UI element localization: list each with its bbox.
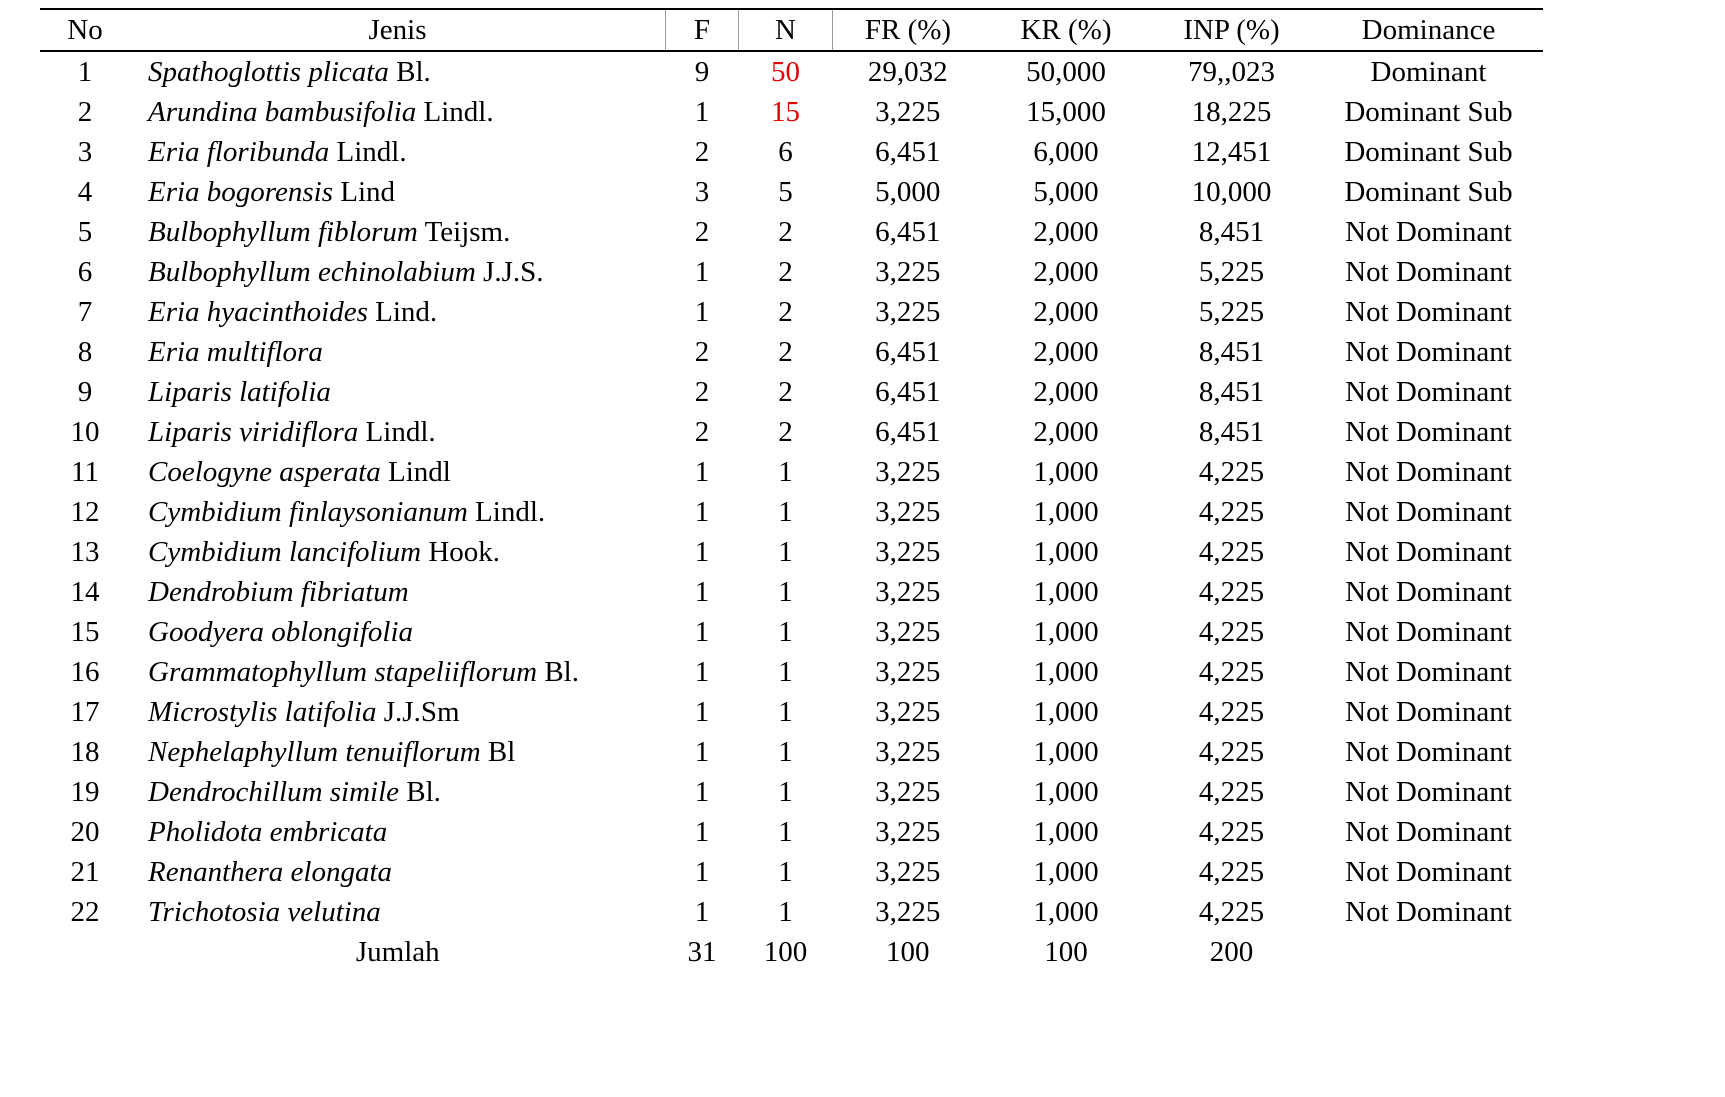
relative-frequency-value: 3,225 [875,615,941,648]
dominance-status: Not Dominant [1345,695,1512,728]
relative-density-value: 2,000 [1033,255,1099,288]
column-header-no: No [40,9,130,51]
row-number: 22 [70,895,100,928]
count-value: 1 [778,655,793,688]
count-value: 1 [778,455,793,488]
species-name-cell [130,572,666,612]
relative-frequency-value: 3,225 [875,695,941,728]
species-name-cell [130,892,666,932]
species-author: Teijsm. [424,215,511,248]
frequency-value: 1 [694,495,710,528]
table-row [40,572,1543,612]
relative-frequency-value: 3,225 [875,895,941,928]
species-name-cell [130,732,666,772]
count-value: 1 [778,695,793,728]
species-author: Lindl [388,455,451,488]
row-number: 19 [70,775,100,808]
importance-value: 18,225 [1191,95,1272,128]
relative-frequency-value: 3,225 [875,295,941,328]
relative-density-value: 1,000 [1033,615,1099,648]
species-name-cell [130,172,666,212]
importance-value: 79,,023 [1188,55,1275,88]
count-value: 1 [778,575,793,608]
table-row [40,772,1543,812]
species-scientific-name: Liparis viridiflora [148,415,359,448]
species-scientific-name: Coelogyne asperata [148,455,381,488]
relative-density-value: 1,000 [1033,495,1099,528]
relative-density-value: 15,000 [1026,95,1106,128]
table-row [40,172,1543,212]
table-row [40,612,1543,652]
species-name-cell [130,692,666,732]
importance-value: 4,225 [1198,775,1265,808]
totals-dominance-empty [1314,932,1543,972]
row-number: 4 [77,175,93,208]
importance-value: 4,225 [1198,855,1265,888]
relative-density-value: 6,000 [1033,135,1099,168]
relative-density-value: 1,000 [1033,655,1099,688]
relative-density-value: 50,000 [1026,55,1106,88]
dominance-status: Not Dominant [1345,455,1512,488]
relative-frequency-value: 3,225 [875,775,941,808]
species-name-cell [130,492,666,532]
totals-empty [40,932,130,972]
frequency-value: 9 [694,55,710,88]
row-number: 10 [70,415,100,448]
count-value: 5 [778,175,793,208]
dominance-status: Dominant Sub [1344,135,1513,168]
row-number: 1 [77,55,93,88]
count-value: 1 [778,775,793,808]
frequency-value: 1 [694,95,710,128]
table-row [40,92,1543,132]
totals-row [40,932,1543,972]
importance-value: 4,225 [1198,895,1265,928]
relative-frequency-value: 3,225 [875,495,941,528]
dominance-status: Not Dominant [1345,335,1512,368]
table-row [40,492,1543,532]
relative-density-value: 1,000 [1033,735,1099,768]
species-scientific-name: Dendrochillum simile [148,775,400,808]
frequency-value: 2 [694,415,710,448]
species-name-cell [130,132,666,172]
table-row [40,852,1543,892]
table-row [40,412,1543,452]
table-row [40,692,1543,732]
dominance-status: Not Dominant [1345,895,1512,928]
table-header [40,9,1543,51]
count-value: 2 [778,215,793,248]
column-header-dominance: Dominance [1314,9,1543,51]
relative-density-value: 1,000 [1033,455,1099,488]
relative-density-value: 1,000 [1033,535,1099,568]
relative-frequency-value: 3,225 [875,455,941,488]
frequency-value: 1 [694,535,710,568]
count-value: 1 [778,815,793,848]
column-header-n: N [739,9,833,51]
species-author: Lindl. [423,95,494,128]
column-header-kr: KR (%) [983,9,1149,51]
count-value: 1 [778,895,793,928]
dominance-status: Dominant Sub [1344,175,1513,208]
table-row [40,892,1543,932]
frequency-value: 1 [694,735,710,768]
dominance-status: Not Dominant [1345,535,1512,568]
column-header-jenis: Jenis [130,9,666,51]
species-name-cell [130,252,666,292]
species-scientific-name: Spathoglottis plicata [148,55,389,88]
relative-frequency-value: 3,225 [875,735,941,768]
species-scientific-name: Dendrobium fibriatum [148,575,409,608]
importance-value: 4,225 [1198,455,1265,488]
frequency-value: 2 [694,335,710,368]
table-row [40,732,1543,772]
species-scientific-name: Arundina bambusifolia [148,95,417,128]
species-author: J.J.Sm [383,695,460,728]
species-scientific-name: Cymbidium finlaysonianum [148,495,468,528]
row-number: 6 [77,255,93,288]
dominance-status: Not Dominant [1345,655,1512,688]
totals-relative-density: 100 [1044,935,1088,968]
species-scientific-name: Nephelaphyllum tenuiflorum [148,735,481,768]
importance-value: 10,000 [1191,175,1272,208]
row-number: 15 [70,615,100,648]
table-body [40,51,1543,972]
species-author: Lindl. [475,495,546,528]
dominance-status: Not Dominant [1345,375,1512,408]
table-row [40,292,1543,332]
count-value: 1 [778,495,793,528]
dominance-status: Dominant [1370,55,1487,88]
dominance-status: Dominant Sub [1344,95,1513,128]
species-name-cell [130,372,666,412]
frequency-value: 3 [694,175,710,208]
row-number: 11 [71,455,99,488]
dominance-status: Not Dominant [1345,615,1512,648]
row-number: 14 [70,575,100,608]
dominance-status: Not Dominant [1345,255,1512,288]
species-scientific-name: Eria floribunda [148,135,330,168]
row-number: 5 [77,215,93,248]
relative-density-value: 1,000 [1033,695,1099,728]
frequency-value: 1 [694,575,710,608]
row-number: 7 [77,295,93,328]
importance-value: 4,225 [1198,495,1265,528]
count-value: 2 [778,335,793,368]
species-scientific-name: Eria hyacinthoides [148,295,368,328]
species-name-cell [130,812,666,852]
species-scientific-name: Pholidota embricata [148,815,388,848]
importance-value: 5,225 [1198,295,1265,328]
frequency-value: 2 [694,215,710,248]
row-number: 3 [77,135,93,168]
species-scientific-name: Eria multiflora [148,335,323,368]
count-value: 2 [778,255,793,288]
relative-frequency-value: 3,225 [875,255,941,288]
species-name-cell [130,452,666,492]
row-number: 9 [77,375,93,408]
relative-frequency-value: 6,451 [875,415,941,448]
count-value: 2 [778,295,793,328]
relative-frequency-value: 6,451 [875,135,941,168]
relative-frequency-value: 6,451 [875,215,941,248]
species-name-cell [130,652,666,692]
species-name-cell [130,532,666,572]
importance-value: 4,225 [1198,655,1265,688]
count-value: 50 [771,55,800,88]
count-value: 1 [778,615,793,648]
table-row [40,212,1543,252]
species-scientific-name: Goodyera oblongifolia [148,615,414,648]
species-author: Hook. [428,535,501,568]
species-author: Lind [340,175,396,208]
frequency-value: 1 [694,295,710,328]
species-scientific-name: Eria bogorensis [148,175,334,208]
species-name-cell [130,852,666,892]
species-name-cell [130,612,666,652]
frequency-value: 1 [694,775,710,808]
count-value: 15 [771,95,800,128]
table-row [40,132,1543,172]
relative-density-value: 1,000 [1033,575,1099,608]
row-number: 2 [77,95,93,128]
dominance-status: Not Dominant [1345,735,1512,768]
table-row [40,532,1543,572]
species-scientific-name: Bulbophyllum echinolabium [148,255,476,288]
species-name-cell [130,51,666,92]
row-number: 18 [70,735,100,768]
species-author: Bl. [544,655,579,688]
species-name-cell [130,332,666,372]
species-author: Bl. [396,55,431,88]
importance-value: 8,451 [1198,375,1265,408]
totals-importance: 200 [1209,935,1254,968]
importance-value: 8,451 [1198,215,1265,248]
relative-frequency-value: 6,451 [875,335,941,368]
species-scientific-name: Trichotosia velutina [148,895,381,928]
count-value: 1 [778,535,793,568]
dominance-status: Not Dominant [1345,855,1512,888]
species-name-cell [130,212,666,252]
totals-count: 100 [763,935,808,968]
species-author: Lindl. [365,415,436,448]
header-row [40,9,1543,51]
relative-density-value: 1,000 [1033,855,1099,888]
table-container [40,8,1540,972]
row-number: 8 [77,335,93,368]
relative-frequency-value: 3,225 [875,815,941,848]
table-row [40,372,1543,412]
relative-frequency-value: 3,225 [875,95,941,128]
species-scientific-name: Microstylis latifolia [148,695,377,728]
species-scientific-name: Liparis latifolia [148,375,331,408]
relative-frequency-value: 29,032 [867,55,948,88]
importance-value: 8,451 [1198,415,1265,448]
importance-value: 4,225 [1198,695,1265,728]
dominance-status: Not Dominant [1345,415,1512,448]
relative-frequency-value: 3,225 [875,655,941,688]
dominance-status: Not Dominant [1345,215,1512,248]
count-value: 2 [778,415,793,448]
dominance-status: Not Dominant [1345,815,1512,848]
species-scientific-name: Cymbidium lancifolium [148,535,422,568]
frequency-value: 1 [694,815,710,848]
frequency-value: 1 [694,615,710,648]
count-value: 1 [778,735,793,768]
totals-frequency: 31 [687,935,717,968]
relative-density-value: 2,000 [1033,295,1099,328]
table-row [40,252,1543,292]
relative-density-value: 2,000 [1033,215,1099,248]
species-author: Lindl. [336,135,407,168]
relative-frequency-value: 3,225 [875,855,941,888]
table-row [40,452,1543,492]
frequency-value: 1 [694,895,710,928]
species-dominance-table [40,8,1543,972]
relative-density-value: 2,000 [1033,335,1099,368]
relative-density-value: 2,000 [1033,415,1099,448]
importance-value: 4,225 [1198,575,1265,608]
relative-density-value: 1,000 [1033,815,1099,848]
row-number: 20 [70,815,100,848]
table-row [40,812,1543,852]
frequency-value: 2 [694,375,710,408]
importance-value: 8,451 [1198,335,1265,368]
importance-value: 4,225 [1198,535,1265,568]
table-row [40,332,1543,372]
frequency-value: 2 [694,135,710,168]
importance-value: 4,225 [1198,615,1265,648]
species-name-cell [130,772,666,812]
relative-density-value: 1,000 [1033,895,1099,928]
relative-frequency-value: 3,225 [875,535,941,568]
totals-label: Jumlah [355,935,440,968]
species-author: Bl [487,735,516,768]
species-scientific-name: Bulbophyllum fiblorum [148,215,418,248]
species-name-cell [130,412,666,452]
species-author: Lind. [375,295,438,328]
frequency-value: 1 [694,455,710,488]
count-value: 6 [778,135,793,168]
totals-relative-frequency: 100 [886,935,930,968]
importance-value: 5,225 [1198,255,1265,288]
count-value: 2 [778,375,793,408]
row-number: 21 [70,855,100,888]
relative-frequency-value: 3,225 [875,575,941,608]
species-author: J.J.S. [483,255,544,288]
species-scientific-name: Grammatophyllum stapeliiflorum [148,655,538,688]
importance-value: 4,225 [1198,815,1265,848]
species-name-cell [130,292,666,332]
dominance-status: Not Dominant [1345,775,1512,808]
column-header-f: F [666,9,739,51]
table-row [40,51,1543,92]
species-name-cell [130,92,666,132]
species-scientific-name: Renanthera elongata [148,855,393,888]
row-number: 16 [70,655,100,688]
row-number: 13 [70,535,100,568]
frequency-value: 1 [694,695,710,728]
species-author: Bl. [406,775,441,808]
row-number: 17 [70,695,100,728]
relative-density-value: 2,000 [1033,375,1099,408]
dominance-status: Not Dominant [1345,495,1512,528]
frequency-value: 1 [694,255,710,288]
dominance-status: Not Dominant [1345,295,1512,328]
column-header-inp: INP (%) [1149,9,1314,51]
relative-density-value: 1,000 [1033,775,1099,808]
importance-value: 12,451 [1191,135,1272,168]
table-row [40,652,1543,692]
frequency-value: 1 [694,655,710,688]
row-number: 12 [70,495,100,528]
relative-frequency-value: 6,451 [875,375,941,408]
count-value: 1 [778,855,793,888]
dominance-status: Not Dominant [1345,575,1512,608]
frequency-value: 1 [694,855,710,888]
relative-density-value: 5,000 [1033,175,1099,208]
importance-value: 4,225 [1198,735,1265,768]
relative-frequency-value: 5,000 [875,175,941,208]
column-header-fr: FR (%) [833,9,984,51]
